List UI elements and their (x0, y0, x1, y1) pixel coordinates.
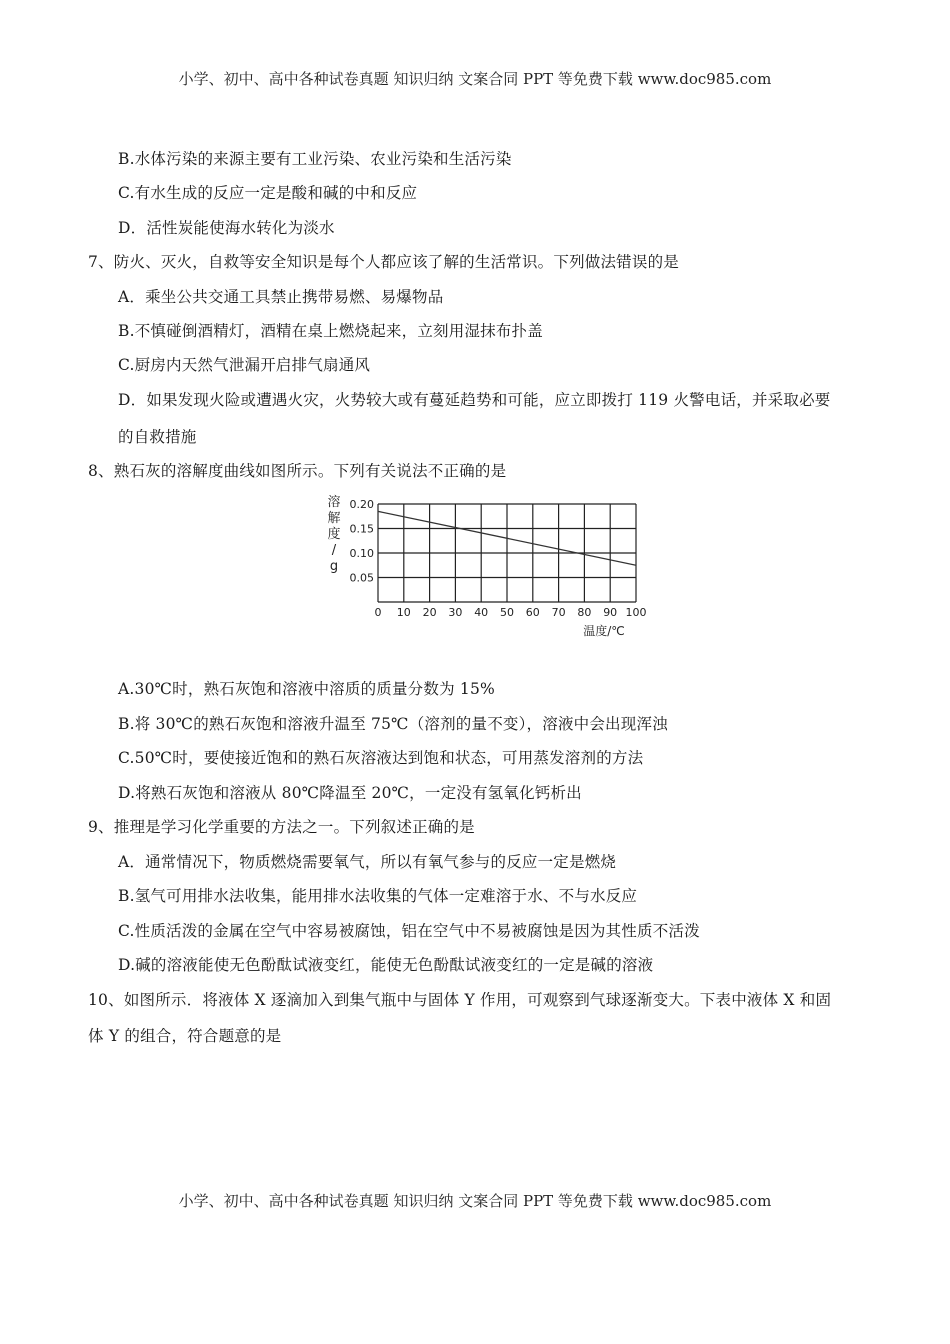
x-tick-label: 70 (551, 606, 566, 619)
solubility-chart (318, 492, 658, 642)
y-axis-label-char: 溶 (327, 495, 341, 510)
x-axis-label: 温度/℃ (583, 624, 625, 638)
x-tick-label: 100 (625, 606, 647, 619)
q7-option-b: B.不慎碰倒酒精灯，酒精在桌上燃烧起来，立刻用湿抹布扑盖 (118, 322, 543, 340)
q6-option-b: B.水体污染的来源主要有工业污染、农业污染和生活污染 (118, 150, 512, 168)
x-tick-label: 20 (422, 606, 437, 619)
q6-option-d: D．活性炭能使海水转化为淡水 (118, 219, 335, 237)
x-tick-label: 30 (448, 606, 463, 619)
x-tick-label: 60 (525, 606, 540, 619)
q6-option-c: C.有水生成的反应一定是酸和碱的中和反应 (118, 184, 418, 202)
q10-stem: 10、如图所示．将液体 X 逐滴加入到集气瓶中与固体 Y 作用，可观察到气球逐渐变大。下表中液体 X 和固 (88, 991, 832, 1009)
q7-option-d: D．如果发现火险或遭遇火灾，火势较大或有蔓延趋势和可能，应立即拨打 119 火警电话，并采取必要 (118, 391, 831, 409)
y-tick-label: 0.20 (349, 498, 374, 511)
x-tick-label: 10 (396, 606, 411, 619)
x-tick-label: 40 (474, 606, 489, 619)
q9-stem: 9、推理是学习化学重要的方法之一。下列叙述正确的是 (88, 818, 475, 836)
q8-stem: 8、熟石灰的溶解度曲线如图所示。下列有关说法不正确的是 (88, 462, 507, 480)
q10-stem-continued: 体 Y 的组合，符合题意的是 (88, 1027, 282, 1045)
y-axis-label-char: 解 (327, 511, 341, 526)
q9-option-b: B.氢气可用排水法收集，能用排水法收集的气体一定难溶于水、不与水反应 (118, 887, 638, 905)
q8-option-c: C.50℃时，要使接近饱和的熟石灰溶液达到饱和状态，可用蒸发溶剂的方法 (118, 749, 644, 767)
q7-stem: 7、防火、灭火，自救等安全知识是每个人都应该了解的生活常识。下列做法错误的是 (88, 253, 679, 271)
y-tick-label: 0.15 (349, 522, 374, 536)
y-tick-label: 0.10 (349, 547, 374, 560)
q7-option-c: C.厨房内天然气泄漏开启排气扇通风 (118, 356, 371, 374)
q7-option-d-continued: 的自救措施 (118, 428, 197, 446)
y-tick-label: 0.05 (349, 571, 374, 585)
x-tick-label: 80 (577, 606, 592, 619)
q7-option-a: A．乘坐公共交通工具禁止携带易燃、易爆物品 (118, 288, 444, 306)
x-tick-label: 0 (374, 606, 382, 619)
page-header: 小学、初中、高中各种试卷真题 知识归纳 文案合同 PPT 等免费下载 www.doc985.com (178, 70, 772, 88)
q9-option-c: C.性质活泼的金属在空气中容易被腐蚀，铝在空气中不易被腐蚀是因为其性质不活泼 (118, 922, 700, 940)
q9-option-a: A．通常情况下，物质燃烧需要氧气，所以有氧气参与的反应一定是燃烧 (118, 853, 617, 871)
q8-option-d: D.将熟石灰饱和溶液从 80℃降温至 20℃，一定没有氢氧化钙析出 (118, 784, 582, 802)
y-axis-label-char: g (329, 559, 339, 574)
y-axis-label (327, 494, 340, 574)
x-tick-label: 50 (500, 606, 514, 619)
page-footer: 小学、初中、高中各种试卷真题 知识归纳 文案合同 PPT 等免费下载 www.doc985.com (178, 1192, 772, 1210)
y-axis-label-char: 度 (327, 527, 341, 542)
x-tick-label: 90 (603, 606, 618, 619)
q8-option-b: B.将 30℃的熟石灰饱和溶液升温至 75℃（溶剂的量不变），溶液中会出现浑浊 (118, 715, 668, 733)
q9-option-d: D.碱的溶液能使无色酚酞试液变红，能使无色酚酞试液变红的一定是碱的溶液 (118, 956, 654, 974)
q8-option-a: A.30℃时，熟石灰饱和溶液中溶质的质量分数为 15% (118, 680, 495, 698)
x-tick-labels (375, 606, 647, 619)
chart-grid (378, 504, 636, 602)
y-axis-label-char: / (331, 543, 337, 558)
y-tick-labels (350, 498, 375, 585)
